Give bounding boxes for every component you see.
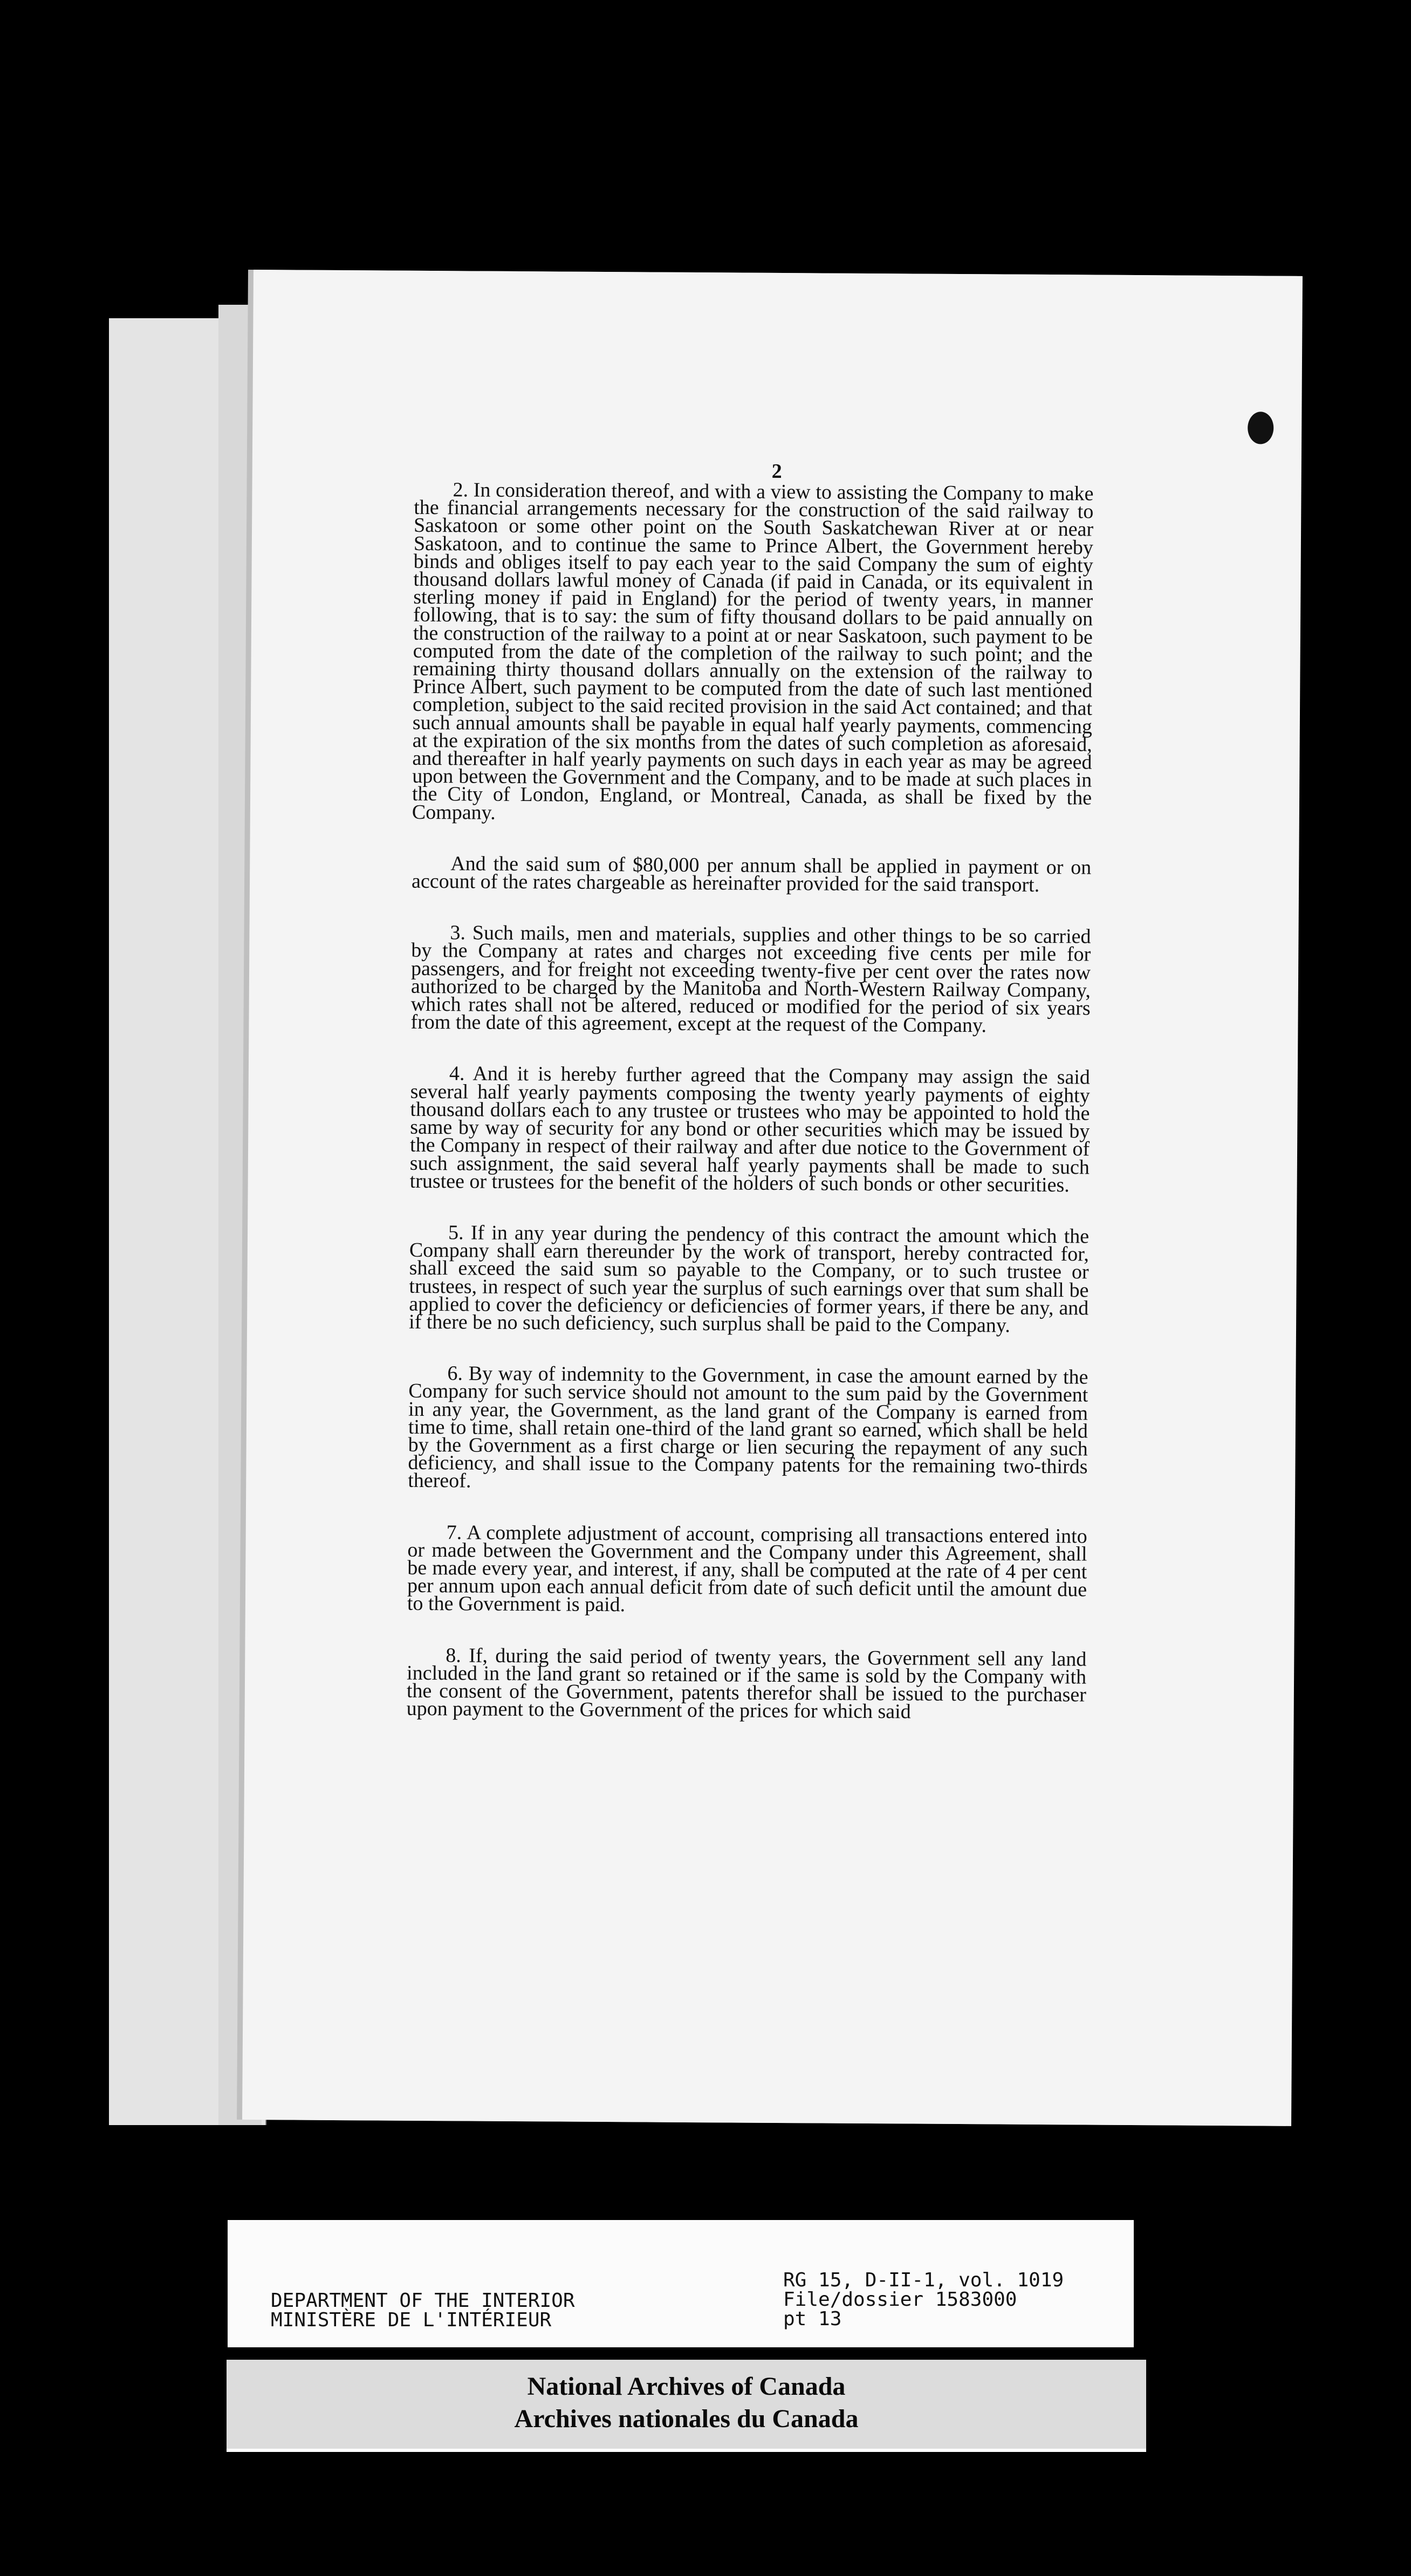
archive-reference-label [228, 2220, 1134, 2347]
archive-name-en: National Archives of Canada [527, 2372, 846, 2401]
paragraph-2: 2. In consideration thereof, and with a view to assisting the Company to make the financial arrangements necessary for the construction of the said railway to Saskatoon or some other point on the South Saskatchewan River at or near Saskatoon, and to continue the same to Prince Albert, the Government hereby binds and obliges itself to pay each year to the said Company the sum of eighty thousand dollars lawful money of Canada (if paid in Canada, or its equivalent in sterling money if paid in England) for the period of twenty years, in manner following, that is to say: the sum of fifty thousand dollars to be paid annually on the construction of the railway to a point at or near Saskatoon, such payment to be computed from the date of the completion of the railway to such point; and the remaining thirty thousand dollars annually on the extension of the railway to Prince Albert, such payment to be computed from the date of such last mentioned completion, subject to the said recited provision in the said Act contained; and that such annual amounts shall be payable in equal half yearly payments, commencing at the expiration of the six months from the dates of such completion as aforesaid, and thereafter in half yearly payments on such days in each year as may be agreed upon between the Government and the Company, and to be made at such places in the City of London, England, or Montreal, Canada, as shall be fixed by the Company. [412, 478, 1094, 824]
archive-name-fr: Archives nationales du Canada [514, 2404, 859, 2433]
file-number: File/dossier 1583000 [783, 2289, 1017, 2311]
department-label [271, 2291, 575, 2330]
document-body [406, 478, 1094, 1756]
paragraph-3: 3. Such mails, men and materials, supplies and other things to be so carried by the Company at rates and charges not exceeding five cents per mile for passengers, and for freight not exceeding twenty-five per cent over the rates now authorized to be charged by the Manitoba and North-Western Railway Company, which rates shall not be altered, reduced or modified for the period of six years from the date of this agreement, except at the request of the Company. [410, 921, 1091, 1037]
paragraph-6: 6. By way of indemnity to the Government, in case the amount earned by the Company for such service should not amount to the sum paid by the Government in any year, the Government, as the land grant of the Company is earned from time to time, shall retain one-third of the land grant so earned, which shall be held by the Government as a first charge or lien securing the repayment of any such deficiency, and shall issue to the Company patents for the remaining two-thirds thereof. [408, 1362, 1088, 1492]
paragraph-5: 5. If in any year during the pendency of this contract the amount which the Company shall earn thereunder by the work of transport, hereby contracted for, shall exceed the said sum so payable to the Company, or to such trustee or trustees, in respect of such year the surplus of such earnings over that sum shall be applied to cover the deficiency or deficiencies of former years, if there be any, and if there be no such deficiency, such surplus shall be paid to the Company. [408, 1221, 1090, 1337]
paragraph-8: 8. If, during the said period of twenty years, the Government sell any land included in the land grant so retained or if the same is sold by the Company with the consent of the Government, patents therefor shall be issued to the purchaser upon payment to the Government of the prices for which said [406, 1643, 1087, 1723]
department-en: DEPARTMENT OF THE INTERIOR [271, 2290, 575, 2312]
record-group: RG 15, D-II-1, vol. 1019 [783, 2269, 1064, 2291]
paragraph-2-continued: And the said sum of $80,000 per annum shall be applied in payment or on account of the rates chargeable as hereinafter provided for the said transport. [411, 852, 1092, 896]
part-number: pt 13 [783, 2308, 842, 2330]
paragraph-7: 7. A complete adjustment of account, comprising all transactions entered into or made between the Government and the Company under this Agreement, shall be made every year, and interest, if any, shall be computed at the rate of 4 per cent per annum upon each annual deficit from date of such deficit until the amount due to the Government is paid. [407, 1520, 1087, 1616]
document-page [242, 270, 1303, 2126]
page-number: 2 [771, 460, 782, 483]
archive-banner [227, 2360, 1146, 2452]
reference-label [783, 2271, 1064, 2329]
department-fr: MINISTÈRE DE L'INTÉRIEUR [271, 2309, 552, 2331]
paragraph-4: 4. And it is hereby further agreed that the Company may assign the said several half yearly payments composing the twenty yearly payments of eighty thousand dollars each to any trustee or trustees who may be appointed to hold the same by way of security for any bond or other securities which may be issued by the Company in respect of their railway and after due notice to the Government of such assignment, the said several half yearly payments shall be made to such trustee or trustees for the benefit of the holders of such bonds or other securities. [409, 1062, 1091, 1196]
punch-hole [1248, 412, 1273, 444]
